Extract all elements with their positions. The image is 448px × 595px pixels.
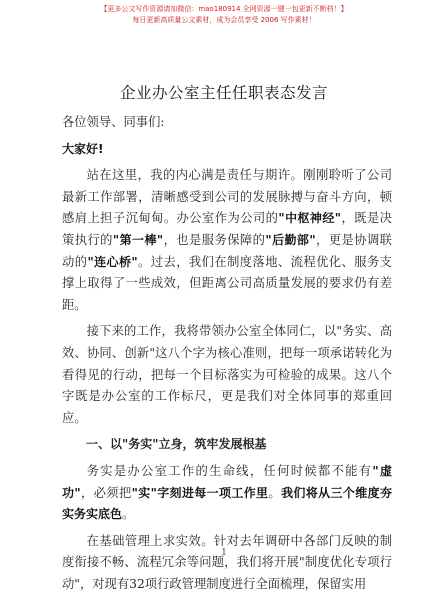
salutation: 各位领导、同事们:: [62, 115, 165, 129]
document-body: [62, 112, 392, 595]
promo-banner: [0, 4, 448, 26]
promo-banner-line-2: 每日更新高质量公文素材，成为会员享受 2006 写作素材！: [132, 16, 316, 24]
section-heading-1: 一、以"务实"立身，筑牢发展根基: [86, 437, 267, 452]
document-title: 企业办公室主任任职表态发言: [119, 84, 328, 102]
paragraph-4: 在基础管理上求实效。针对去年调研中各部门反映的制度衔接不畅、流程冗余等问题，我们将开展"制度优化专项行动"，对现有32项行政管理制度进行全面梳理，保留实用: [62, 533, 392, 591]
paragraph-2: 接下来的工作，我将带领办公室全体同仁，以"务实、高效、协同、创新"这八个字为核心准则，把每一项承诺转化为看得见的行动，把每一个目标落实为可检验的成果。这八个字既是办公室的工作标尺，更是我们对全体同事的郑重回应。: [62, 324, 392, 425]
paragraph-3: 务实是办公室工作的生命线，任何时候都不能有"虚功"，必须把"实"字刻进每一项工作里。我们将从三个维度夯实务实底色。: [62, 463, 392, 522]
promo-banner-line-1: 【更多公文写作资源请加微信：mao180914 全网资源一键一包更新不断档！】: [100, 5, 348, 13]
paragraph-1: 站在这里，我的内心满是责任与期许。刚刚聆听了公司最新工作部署，清晰感受到公司的发展脉搏与奋斗方向，顿感肩上担子沉甸甸。办公室作为公司的"中枢神经"，既是决策执行的"第一棒"，也是服务保障的"后勤部"，更是协调联动的"连心桥"。过去，我们在制度落地、流程优化、服务支撑上取得了一些成效，但距离公司高质量发展的要求仍有差距。: [62, 168, 392, 312]
page-number: 1: [221, 548, 227, 558]
greeting: 大家好!: [62, 141, 104, 156]
